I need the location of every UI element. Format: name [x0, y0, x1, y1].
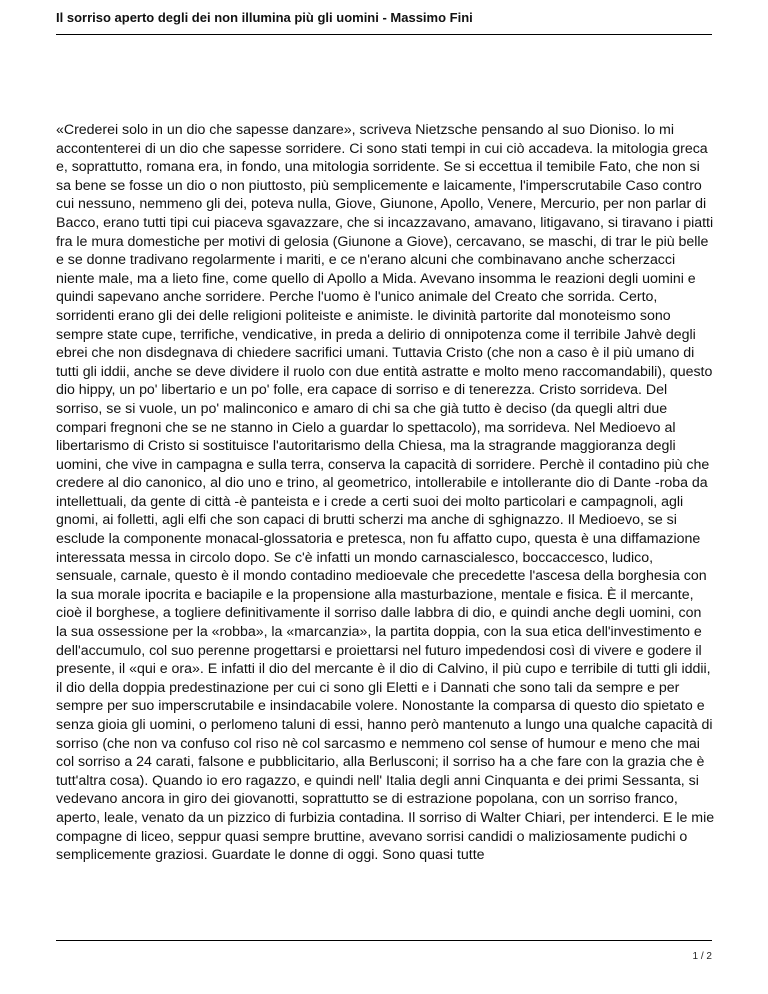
page-header: [56, 10, 712, 35]
article-body: [56, 121, 716, 865]
header-divider: [56, 34, 712, 35]
document-title: Il sorriso aperto degli dei non illumina più gli uomini - Massimo Fini: [56, 10, 473, 25]
footer-divider: [56, 940, 712, 941]
page-footer: [56, 940, 712, 963]
page-number: 1 / 2: [692, 951, 712, 962]
article-paragraph: «Crederei solo in un dio che sapesse danzare», scriveva Nietzsche pensando al suo Dioniso. lo mi accontenterei di un dio che sapesse sorridere. Ci sono stati tempi in cui ciò accadeva. la mitologia greca e, soprattutto, romana era, in fondo, una mitologia sorridente. Se si eccettua il temibile Fato, che non si sa bene se fosse un dio o non piuttosto, più semplicemente e laicamente, l'imperscrutabile Caso contro cui nessuno, nemmeno gli dei, poteva nulla, Giove, Giunone, Apollo, Venere, Mercurio, per non parlar di Bacco, erano tutti tipi cui piaceva sgavazzare, che si incazzavano, amavano, litigavano, si tiravano i piatti fra le mura domestiche per motivi di gelosia (Giunone a Giove), cercavano, se maschi, di trar le più belle e se donne tradivano regolarmente i mariti, e ce n'erano alcuni che combinavano anche scherzacci niente male, ma a lieto fine, come quello di Apollo a Mida. Avevano insomma le reazioni degli uomini e quindi sapevano anche sorridere. Perche l'uomo è l'unico animale del Creato che sorrida. Certo, sorridenti erano gli dei delle religioni politeiste e animiste. le divinità partorite dal monoteismo sono sempre state cupe, terrifiche, vendicative, in preda a delirio di onnipotenza come il terribile Jahvè degli ebrei che non disdegnava di chiedere sacrifici umani. Tuttavia Cristo (che non a caso è il più umano di tutti gli iddii, anche se deve dividere il ruolo con due entità astratte e molto meno raccomandabili), questo dio hippy, un po' libertario e un po' folle, era capace di sorriso e di tenerezza. Cristo sorrideva. Del sorriso, se si vuole, un po' malinconico e amaro di chi sa che già tutto è deciso (da quegli altri due compari fregnoni che se ne stanno in Cielo a guardar lo spettacolo), ma sorrideva. Nel Medioevo al libertarismo di Cristo si sostituisce l'autoritarismo della Chiesa, ma la stragrande maggioranza degli uomini, che vive in campagna e sulla terra, conserva la capacità di sorridere. Perchè il contadino più che credere al dio canonico, al dio uno e trino, al geometrico, intollerabile e intollerante dio di Dante -roba da intellettuali, da gente di città -è panteista e i crede a certi suoi dei molto particolari e campagnoli, agli gnomi, ai folletti, agli elfi che son capaci di brutti scherzi ma anche di sghignazzo. Il Medioevo, se si esclude la componente monacal-glossatoria e pretesca, non fu affatto cupo, questa è una diffamazione interessata messa in circolo dopo. Se c'è infatti un mondo carnascialesco, boccaccesco, ludico, sensuale, carnale, questo è il mondo contadino medioevale che precedette l'ascesa della borghesia con la sua morale ipocrita e baciapile e la propensione alla masturbazione, mentale e fisica. È il mercante, cioè il borghese, a togliere definitivamente il sorriso dalle labbra di dio, e quindi anche degli uomini, con la sua ossessione per la «robba», la «marcanzia», la partita doppia, con la sua etica dell'investimento e dell'accumulo, col suo perenne progettarsi e proiettarsi nel futuro impedendosi così di vivere e godere il presente, il «qui e ora». E infatti il dio del mercante è il dio di Calvino, il più cupo e terribile di tutti gli iddii, il dio della doppia predestinazione per cui ci sono gli Eletti e i Dannati che sono tali da sempre e per sempre per suo imperscrutabile e insindacabile volere. Nonostante la comparsa di questo dio spietato e senza gioia gli uomini, o perlomeno taluni di essi, hanno però mantenuto a lungo una qualche capacità di sorriso (che non va confuso col riso nè col sarcasmo e nemmeno col sense of humour e meno che mai col sorriso a 24 carati, falsone e pubblicitario, alla Berlusconi; il sorriso ha a che fare con la grazia che è tutt'altra cosa). Quando io ero ragazzo, e quindi nell' Italia degli anni Cinquanta e dei primi Sessanta, si vedevano ancora in giro dei giovanotti, soprattutto se di estrazione popolana, con un sorriso franco, aperto, leale, venato da un pizzico di furbizia contadina. Il sorriso di Walter Chiari, per intenderci. E le mie compagne di liceo, seppur quasi sempre bruttine, avevano sorrisi candidi o maliziosamente pudichi o semplicemente graziosi. Guardate le donne di oggi. Sono quasi tutte: [56, 122, 715, 864]
